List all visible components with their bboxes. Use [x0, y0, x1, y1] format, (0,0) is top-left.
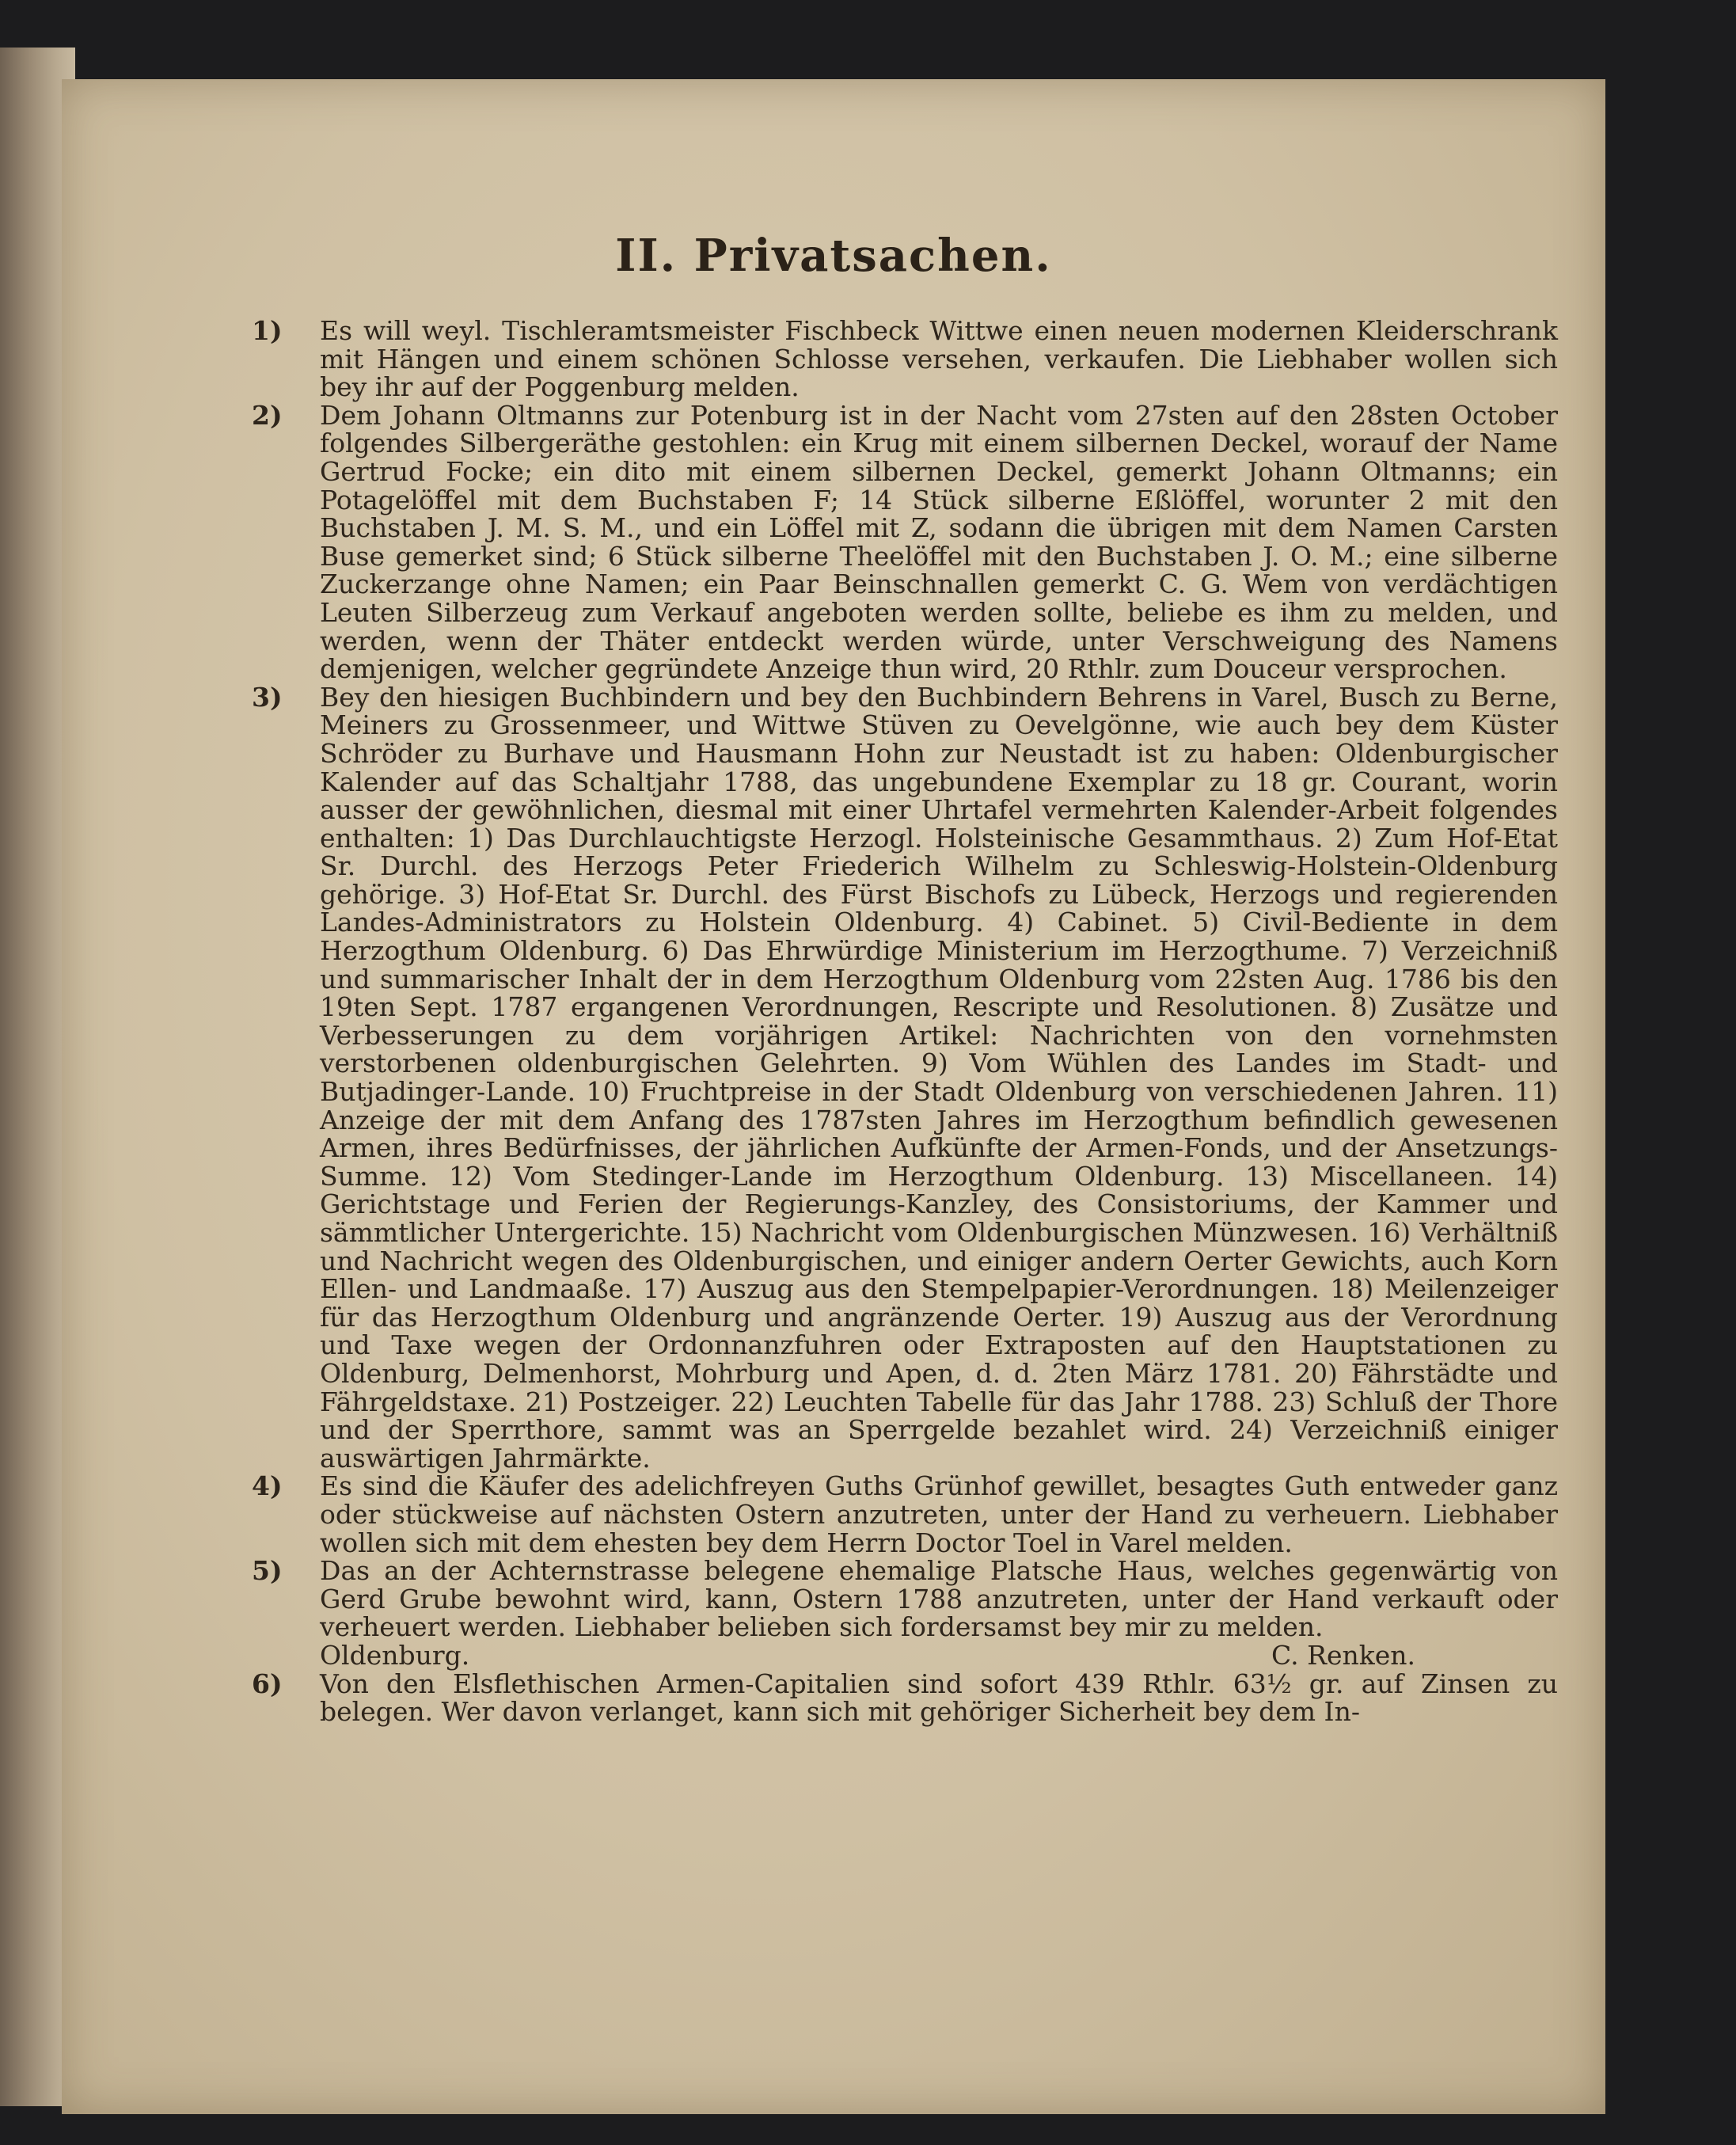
notice-item [252, 399, 1558, 685]
notice-item [252, 1470, 1558, 1558]
notice-number: 5) [252, 1555, 283, 1587]
notice-text: Von den Elsflethischen Armen-Capitalien sind sofort 439 Rthlr. 63½ gr. auf Zinsen zu belegen. Wer davon verlanget, kann sich mit gehöriger Sicherheit bey dem In- [320, 1668, 1558, 1728]
notice-item [252, 1668, 1558, 1728]
notice-text: Es sind die Käufer des adelichfreyen Guths Grünhof gewillet, besagtes Guth entweder ganz oder stückweise auf nächsten Ostern anzutreten, unter der Hand zu verheuern. Liebhaber wollen sich mit dem ehesten bey dem Herrn Doctor Toel in Varel melden. [320, 1470, 1558, 1558]
notice-signature-line [320, 1641, 1558, 1670]
notice-item [252, 681, 1558, 1474]
place-name: Oldenburg. [320, 1639, 470, 1671]
notice-item [252, 1555, 1558, 1671]
notice-text: Bey den hiesigen Buchbindern und bey den Buchbindern Behrens in Varel, Busch zu Berne, Meiners zu Grossenmeer, und Wittwe Stüven zu Oevelgönne, wie auch bey dem Küster Schröder zu Burhave und Hausmann Hohn zur Neustadt ist zu haben: Oldenburgischer Kalender auf das Schaltjahr 1788, das ungebundene Exemplar zu 18 gr. Courant, worin ausser der gewöhnlichen, diesmal mit einer Uhrtafel vermehrten Kalender-Arbeit folgendes enthalten: 1) Das Durchlauchtigste Herzogl. Holsteinische Gesammthaus. 2) Zum Hof-Etat Sr. Durchl. des Herzogs Peter Friederich Wilhelm zu Schleswig-Holstein-Oldenburg gehörige. 3) Hof-Etat Sr. Durchl. des Fürst Bischofs zu Lübeck, Herzogs und regierenden Landes-Administrators zu Holstein Oldenburg. 4) Cabinet. 5) Civil-Bediente in dem Herzogthum Oldenburg. 6) Das Ehrwürdige Ministerium im Herzogthume. 7) Verzeichniß und summarischer Inhalt der in dem Herzogthum Oldenburg vom 22sten Aug. 1786 bis den 19ten Sept. 1787 ergangenen Verordnungen, Rescripte und Resolutionen. 8) Zusätze und Verbesserungen zu dem vorjährigen Artikel: Nachrichten von den vornehmsten verstorbenen oldenburgischen Gelehrten. 9) Vom Wühlen des Landes im Stadt- und Butjadinger-Lande. 10) Fruchtpreise in der Stadt Oldenburg von verschiedenen Jahren. 11) Anzeige der mit dem Anfang des 1787sten Jahres im Herzogthum befindlich gewesenen Armen, ihres Bedürfnisses, der jährlichen Aufkünfte der Armen-Fonds, und der Ansetzungs-Summe. 12) Vom Stedinger-Lande im Herzogthum Oldenburg. 13) Miscellaneen. 14) Gerichtstage und Ferien der Regierungs-Kanzley, des Consistoriums, der Kammer und sämmtlicher Untergerichte. 15) Nachricht vom Oldenburgischen Münzwesen. 16) Verhältniß und Nachricht wegen des Oldenburgischen, und einiger andern Oerter Gewichts, auch Korn Ellen- und Landmaaße. 17) Auszug aus den Stempelpapier-Verordnungen. 18) Meilenzeiger für das Herzogthum Oldenburg und angränzende Oerter. 19) Auszug aus der Verordnung und Taxe wegen der Ordonnanzfuhren oder Extraposten auf den Hauptstationen zu Oldenburg, Delmenhorst, Mohrburg und Apen, d. d. 2ten März 1781. 20) Fährstädte und Fährgeldstaxe. 21) Postzeiger. 22) Leuchten Tabelle für das Jahr 1788. 23) Schluß der Thore und der Sperrthore, sammt was an Sperrgelde bezahlet wird. 24) Verzeichniß einiger auswärtigen Jahrmärkte. [320, 681, 1558, 1474]
notice-text: Das an der Achternstrasse belegene ehemalige Platsche Haus, welches gegenwärtig von Gerd Grube bewohnt wird, kann, Ostern 1788 anzutreten, unter der Hand verkauft oder verheuert werden. Liebhaber belieben sich fordersamst bey mir zu melden. [320, 1555, 1558, 1643]
notices-body [252, 315, 1558, 1728]
notice-number: 4) [252, 1470, 283, 1502]
notice-number: 1) [252, 315, 283, 346]
notice-number: 3) [252, 681, 283, 713]
notice-text: Dem Johann Oltmanns zur Potenburg ist in der Nacht vom 27sten auf den 28sten October folgendes Silbergeräthe gestohlen: ein Krug mit einem silbernen Deckel, worauf der Name Gertrud Focke; ein dito mit einem silbernen Deckel, gemerkt Johann Oltmanns; ein Potagelöffel mit dem Buchstaben F; 14 Stück silberne Eßlöffel, worunter 2 mit den Buchstaben J. M. S. M., und ein Löffel mit Z, sodann die übrigen mit dem Namen Carsten Buse gemerket sind; 6 Stück silberne Theelöffel mit den Buchstaben J. O. M.; eine silberne Zuckerzange ohne Namen; ein Paar Beinschnallen gemerkt C. G. Wem von verdächtigen Leuten Silberzeug zum Verkauf angeboten werden sollte, beliebe es ihm zu melden, und werden, wenn der Thäter entdeckt werden würde, unter Verschweigung des Namens demjenigen, welcher gegründete Anzeige thun wird, 20 Rthlr. zum Douceur versprochen. [320, 399, 1558, 685]
signature: C. Renken. [1271, 1639, 1415, 1671]
document-page [62, 79, 1605, 2114]
section-heading: II. Privatsachen. [615, 230, 1052, 282]
notice-number: 2) [252, 399, 283, 431]
notice-number: 6) [252, 1668, 283, 1699]
notice-item [252, 315, 1558, 403]
notice-text: Es will weyl. Tischleramtsmeister Fischbeck Wittwe einen neuen modernen Kleiderschrank mit Hängen und einem schönen Schlosse versehen, verkaufen. Die Liebhaber wollen sich bey ihr auf der Poggenburg melden. [320, 315, 1558, 403]
